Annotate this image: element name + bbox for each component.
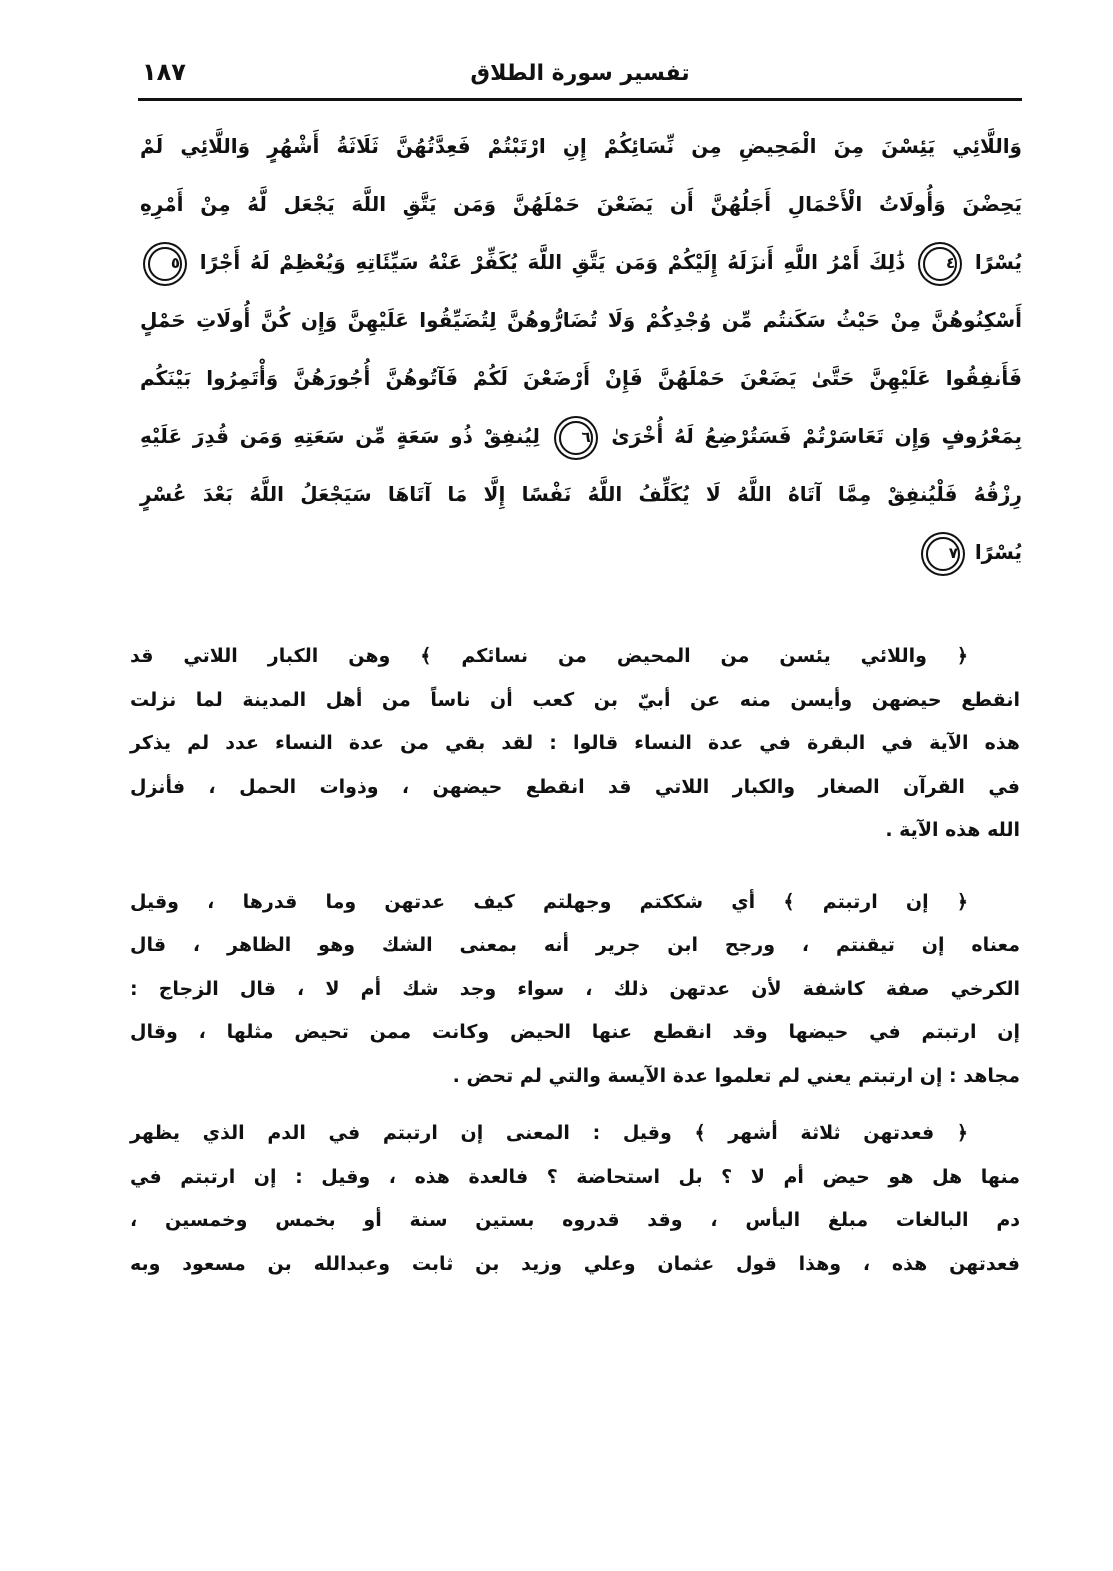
verse-text: وَاللَّائِي يَئِسْنَ مِنَ الْمَحِيضِ مِن نِّسَائِكُمْ إِنِ ارْتَبْتُمْ فَعِدَّتُهُنَّ ثَلَاثَةُ أَشْهُرٍ وَاللَّائِي لَمْ bbox=[140, 134, 1022, 158]
verse-text: أَسْكِنُوهُنَّ مِنْ حَيْثُ سَكَنتُم مِّن وُجْدِكُمْ وَلَا تُضَارُّوهُنَّ لِتُضَيِّقُوا عَلَيْهِنَّ وَإِن كُنَّ أُولَاتِ حَمْلٍ bbox=[140, 308, 1022, 332]
quran-line bbox=[140, 175, 1022, 233]
ayah-number-marker: ٥ bbox=[148, 247, 182, 281]
commentary-line: إن ارتبتم في حيضها وقد انقطع عنها الحيض وكانت ممن تحيض مثلها ، وقال bbox=[130, 1021, 1020, 1043]
commentary-paragraph bbox=[130, 881, 1020, 1099]
quran-line bbox=[140, 233, 1022, 291]
verse-text: ذَٰلِكَ أَمْرُ اللَّهِ أَنزَلَهُ إِلَيْكُمْ وَمَن يَتَّقِ اللَّهَ يُكَفِّرْ عَنْهُ سَيِّئَاتِهِ وَيُعْظِمْ لَهُ أَجْرًا bbox=[199, 250, 906, 274]
verse-text: بِمَعْرُوفٍ وَإِن تَعَاسَرْتُمْ فَسَتُرْضِعُ لَهُ أُخْرَىٰ bbox=[611, 424, 1022, 448]
quran-line bbox=[140, 465, 1022, 523]
commentary-line: ﴿ إن ارتبتم ﴾ أي شككتم وجهلتم كيف عدتهن وما قدرها ، وقيل bbox=[130, 890, 968, 913]
commentary-paragraph bbox=[130, 1112, 1020, 1286]
commentary-line: دم البالغات مبلغ اليأس ، وقد قدروه بستين سنة أو بخمس وخمسين ، bbox=[130, 1209, 1020, 1231]
commentary-line: ﴿ واللائي يئسن من المحيض من نسائكم ﴾ وهن الكبار اللاتي قد bbox=[130, 645, 968, 667]
verse-text: لِيُنفِقْ ذُو سَعَةٍ مِّن سَعَتِهِ وَمَن قُدِرَ عَلَيْهِ bbox=[140, 424, 540, 448]
running-title: تفسير سورة الطلاق bbox=[470, 61, 690, 86]
quran-line bbox=[140, 117, 1022, 175]
quran-line bbox=[140, 349, 1022, 407]
quran-line bbox=[140, 407, 1022, 465]
ayah-number-marker: ٦ bbox=[559, 421, 593, 455]
commentary-line: الكرخي صفة كاشفة لأن عدتهن ذلك ، سواء وجد شك أم لا ، قال الزجاج : bbox=[130, 977, 1020, 1000]
page-header bbox=[138, 0, 1022, 101]
commentary-line: مجاهد : إن ارتبتم يعني لم تعلموا عدة الآيسة والتي لم تحض . bbox=[452, 1064, 1020, 1087]
quran-verses-block bbox=[140, 117, 1022, 581]
commentary-paragraph bbox=[130, 635, 1020, 853]
commentary-line: الله هذه الآية . bbox=[885, 819, 1020, 841]
commentary-line: فعدتهن هذه ، وهذا قول عثمان وعلي وزيد بن ثابت وعبدالله بن مسعود وبه bbox=[130, 1252, 1020, 1275]
commentary-line: في القرآن الصغار والكبار اللاتي قد انقطع حيضهن ، وذوات الحمل ، فأنزل bbox=[130, 775, 1020, 798]
commentary-line: منها هل هو حيض أم لا ؟ بل استحاضة ؟ فالعدة هذه ، وقيل : إن ارتبتم في bbox=[130, 1165, 1020, 1188]
commentary-line: هذه الآية في البقرة في عدة النساء قالوا : لقد بقي من عدة النساء عدد لم يذكر bbox=[130, 732, 1020, 754]
commentary-line: انقطع حيضهن وأيسن منه عن أبيّ بن كعب أن ناساً من أهل المدينة لما نزلت bbox=[130, 688, 1020, 711]
verse-text: يَحِضْنَ وَأُولَاتُ الْأَحْمَالِ أَجَلُهُنَّ أَن يَضَعْنَ حَمْلَهُنَّ وَمَن يَتَّقِ اللَّهَ يَجْعَل لَّهُ مِنْ أَمْرِهِ bbox=[140, 192, 1022, 216]
verse-text: يُسْرًا bbox=[974, 250, 1022, 274]
quran-line bbox=[140, 291, 1022, 349]
commentary-line: معناه إن تيقنتم ، ورجح ابن جرير أنه بمعنى الشك وهو الظاهر ، قال bbox=[130, 934, 1020, 956]
verse-text: فَأَنفِقُوا عَلَيْهِنَّ حَتَّىٰ يَضَعْنَ حَمْلَهُنَّ فَإِنْ أَرْضَعْنَ لَكُمْ فَآتُوهُنَّ أُجُورَهُنَّ وَأْتَمِرُوا بَيْنَكُم bbox=[140, 366, 1022, 390]
ayah-number-marker: ٤ bbox=[923, 247, 957, 281]
ayah-number-marker: ٧ bbox=[926, 537, 960, 571]
quran-line bbox=[140, 523, 1022, 581]
verse-text: يُسْرًا bbox=[974, 540, 1022, 564]
verse-text: رِزْقُهُ فَلْيُنفِقْ مِمَّا آتَاهُ اللَّهُ لَا يُكَلِّفُ اللَّهُ نَفْسًا إِلَّا مَا آتَاهَا سَيَجْعَلُ اللَّهُ بَعْدَ عُسْرٍ bbox=[140, 482, 1022, 506]
page-number: ١٨٧ bbox=[142, 58, 186, 86]
commentary-line: ﴿ فعدتهن ثلاثة أشهر ﴾ وقيل : المعنى إن ارتبتم في الدم الذي يظهر bbox=[130, 1122, 968, 1144]
